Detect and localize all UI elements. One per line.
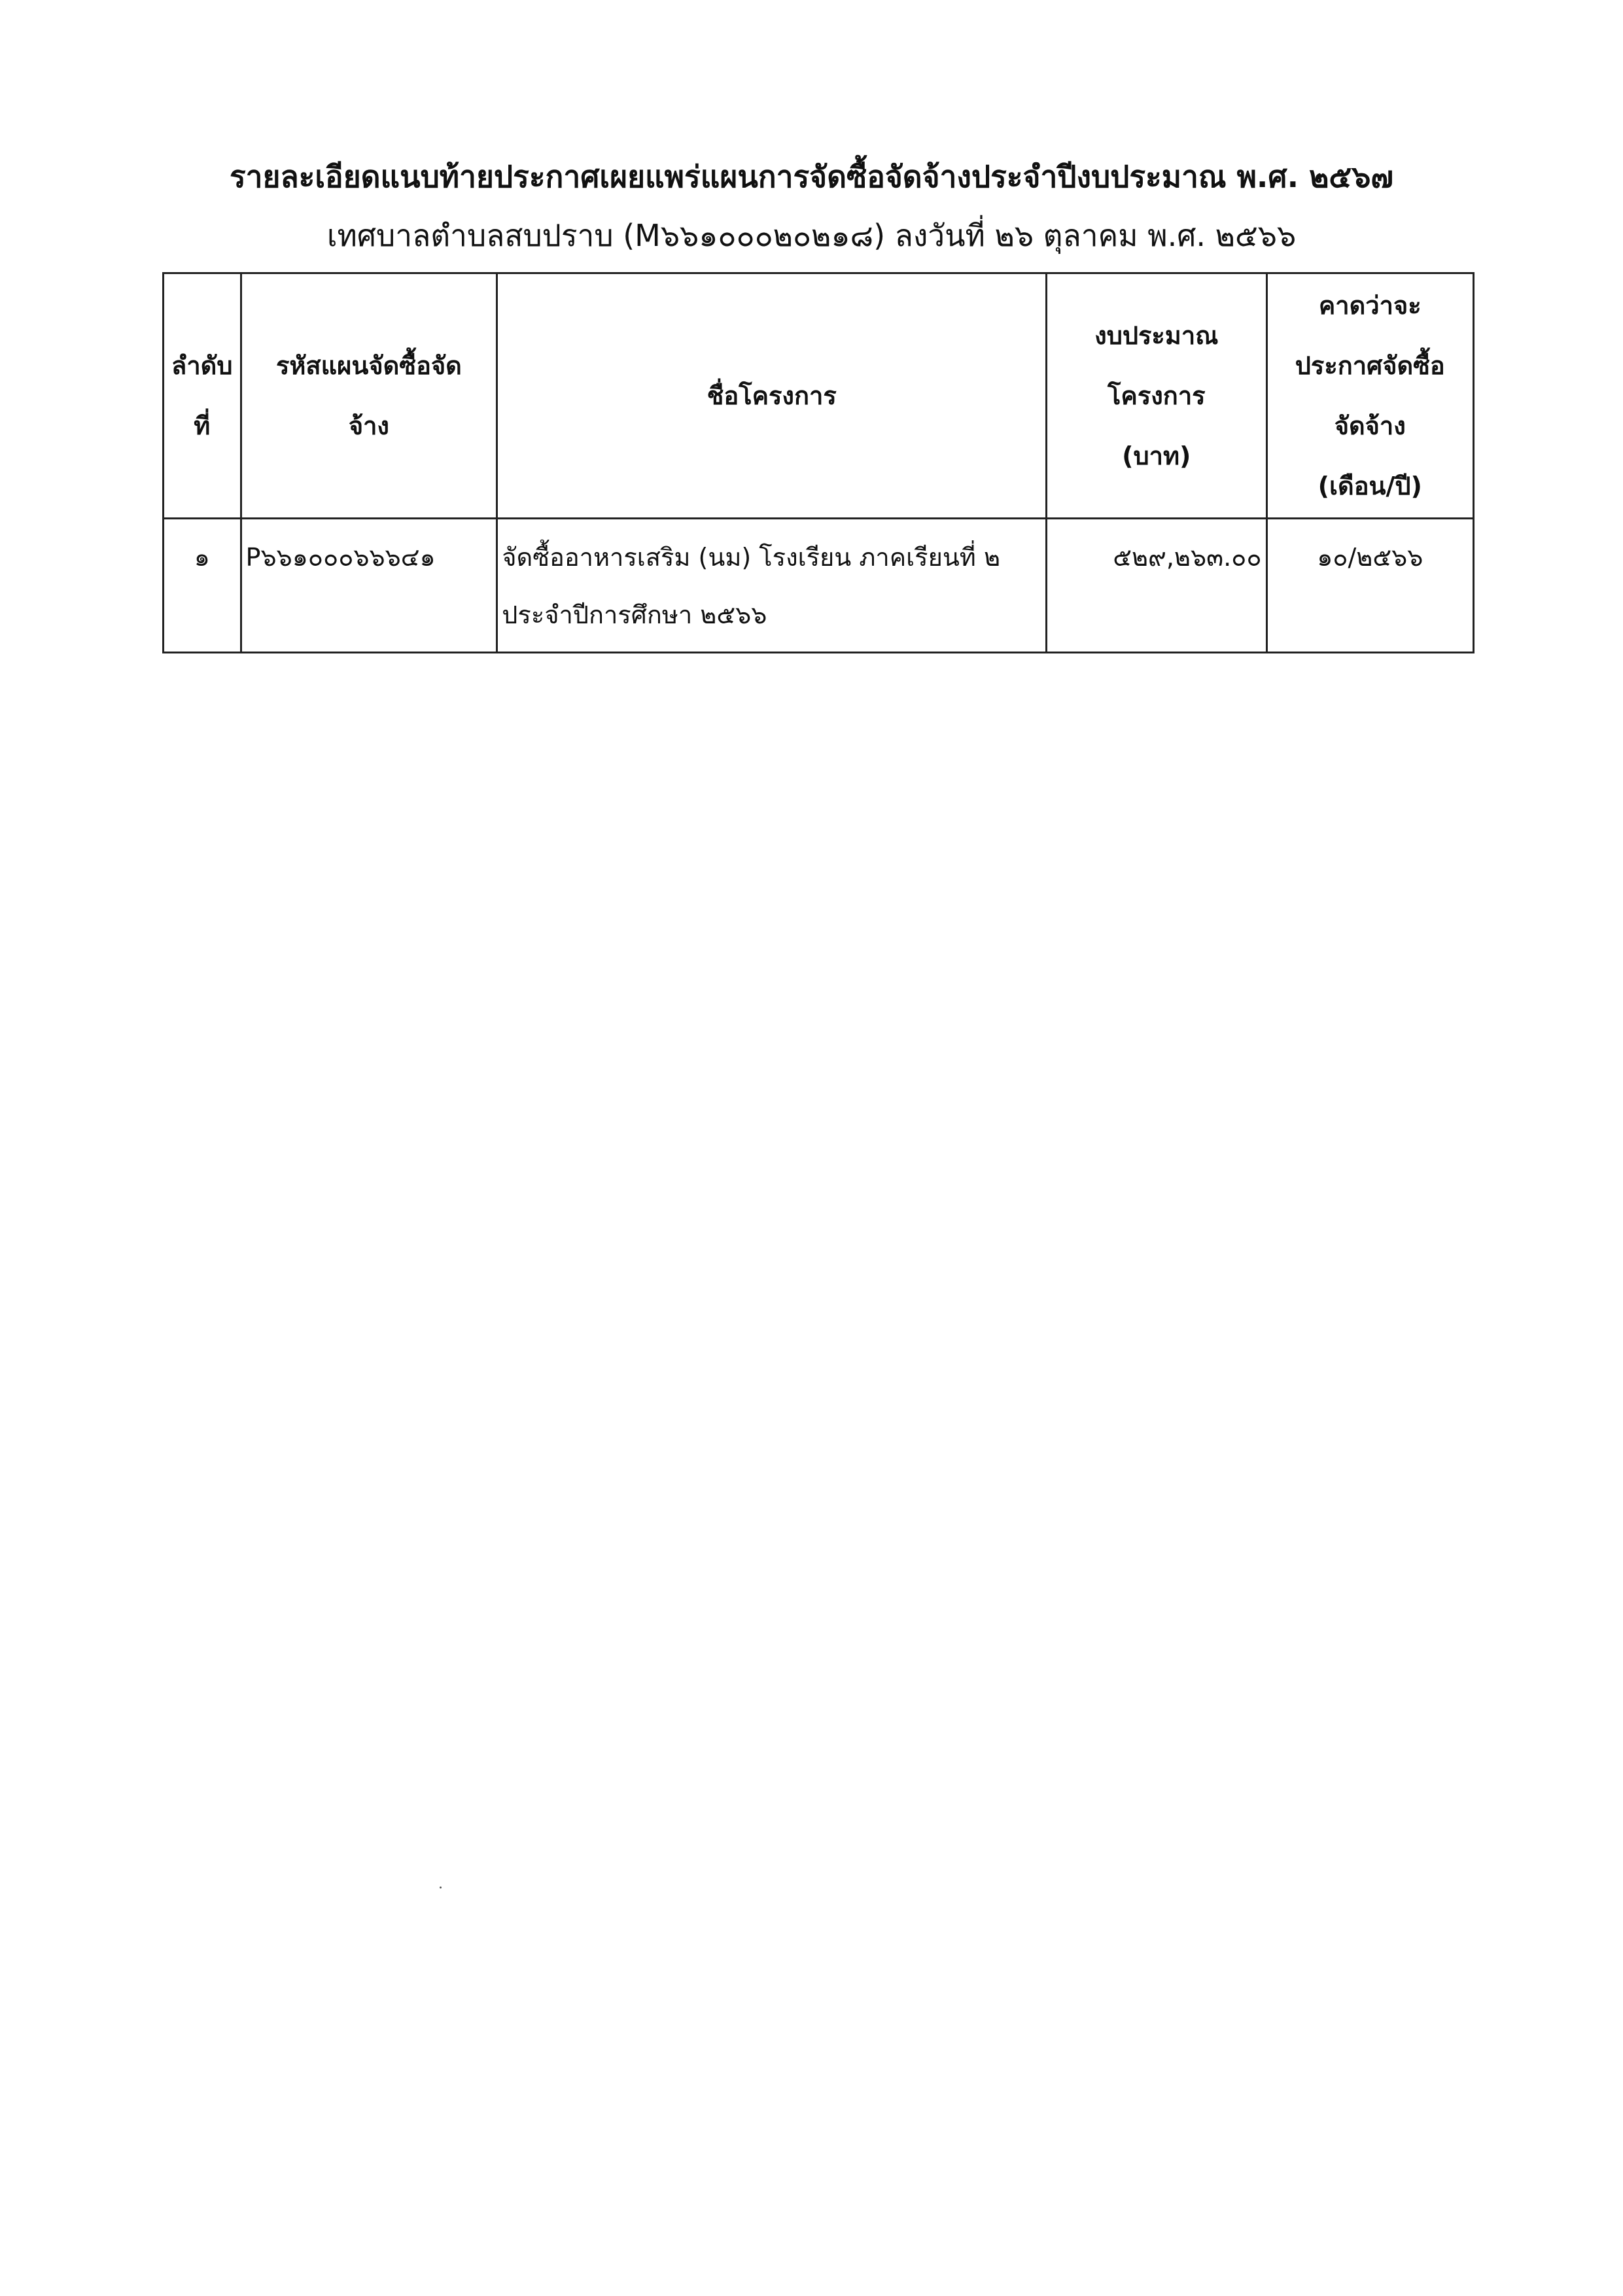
table-header-row — [164, 273, 1474, 519]
cell-project-name-line2: ประจำปีการศึกษา ๒๕๖๖ — [502, 600, 767, 629]
header-budget-line1: งบประมาณ — [1094, 321, 1219, 350]
cell-announce-month: ๑๐/๒๕๖๖ — [1266, 519, 1473, 653]
cell-plan-code: P๖๖๑๐๐๐๖๖๖๔๑ — [241, 519, 497, 653]
cell-project-name-line1: จัดซื้ออาหารเสริม (นม) โรงเรียน ภาคเรียนที่ ๒ — [502, 543, 1000, 572]
header-seq-line1: ลำดับ — [171, 351, 233, 380]
cell-budget: ๕๒๙,๒๖๓.๐๐ — [1047, 519, 1267, 653]
header-announce-month — [1266, 273, 1473, 519]
procurement-plan-table — [162, 272, 1475, 653]
scan-speck — [440, 1887, 442, 1888]
cell-project-name — [497, 519, 1047, 653]
header-announce-line1: คาดว่าจะ — [1318, 291, 1422, 320]
document-subtitle: เทศบาลตำบลสบปราบ (M๖๖๑๐๐๐๒๐๒๑๘) ลงวันที่ ๒๖ ตุลาคม พ.ศ. ๒๕๖๖ — [326, 218, 1297, 253]
header-budget-line3: (บาท) — [1122, 442, 1191, 470]
header-seq-line2: ที่ — [194, 411, 211, 440]
cell-seq: ๑ — [164, 519, 241, 653]
header-budget — [1047, 273, 1267, 519]
header-budget-line2: โครงการ — [1108, 381, 1206, 410]
header-plan-code — [241, 273, 497, 519]
header-announce-line3: จัดจ้าง — [1334, 411, 1406, 440]
document-title: รายละเอียดแนบท้ายประกาศเผยแพร่แผนการจัดซื้อจัดจ้างประจำปีงบประมาณ พ.ศ. ๒๕๖๗ — [229, 159, 1394, 194]
header-announce-line4: (เดือน/ปี) — [1318, 472, 1422, 500]
header-plan-code-line2: จ้าง — [348, 411, 389, 440]
header-plan-code-line1: รหัสแผนจัดซื้อจัด — [275, 351, 462, 380]
header-seq — [164, 273, 241, 519]
header-project-name: ชื่อโครงการ — [497, 273, 1047, 519]
table-row — [164, 519, 1474, 653]
header-announce-line2: ประกาศจัดซื้อ — [1295, 351, 1445, 380]
